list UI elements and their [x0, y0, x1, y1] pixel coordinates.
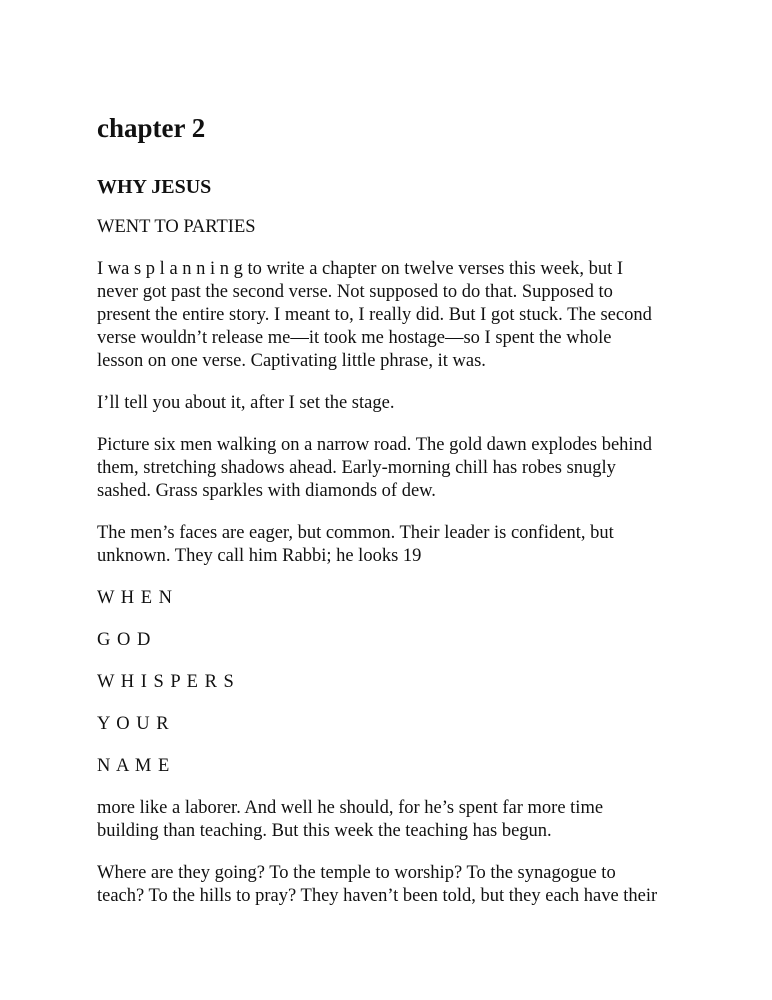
text-line: The men’s faces are eager, but common. Their leader is confident, but — [97, 523, 614, 543]
text-line: lesson on one verse. Captivating little phrase, it was. — [97, 351, 486, 371]
running-header-word: W H I S P E R S — [97, 672, 235, 692]
paragraph-5 — [97, 797, 697, 843]
text-line: verse wouldn’t release me—it took me hostage—so I spent the whole — [97, 328, 612, 348]
chapter-title: WHY JESUS — [97, 176, 212, 198]
text-line: Picture six men walking on a narrow road. The gold dawn explodes behind — [97, 435, 653, 455]
text-line: I’ll tell you about it, after I set the stage. — [97, 393, 395, 413]
paragraph-3 — [97, 434, 697, 503]
text-line: present the entire story. I meant to, I really did. But I got stuck. The second — [97, 305, 652, 325]
text-line: I wa s p l a n n i n g to write a chapter on twelve verses this week, but I — [97, 259, 624, 279]
text-line: unknown. They call him Rabbi; he looks 19 — [97, 546, 422, 566]
text-line: sashed. Grass sparkles with diamonds of dew. — [97, 481, 436, 501]
paragraph-1 — [97, 258, 697, 373]
text-line: building than teaching. But this week the teaching has begun. — [97, 821, 552, 841]
text-line: more like a laborer. And well he should, for he’s spent far more time — [97, 798, 604, 818]
document-page — [97, 108, 697, 927]
text-line: never got past the second verse. Not supposed to do that. Supposed to — [97, 282, 613, 302]
running-header-word: Y O U R — [97, 714, 170, 734]
text-line: Where are they going? To the temple to worship? To the synagogue to — [97, 863, 616, 883]
paragraph-6 — [97, 862, 697, 908]
text-line: teach? To the hills to pray? They haven’t been told, but they each have their — [97, 886, 658, 906]
running-header-word: N A M E — [97, 756, 170, 776]
running-header-word: W H E N — [97, 588, 173, 608]
paragraph-2 — [97, 392, 697, 415]
chapter-subtitle: WENT TO PARTIES — [97, 217, 256, 237]
paragraph-4 — [97, 522, 697, 568]
chapter-heading: chapter 2 — [97, 113, 206, 143]
running-header-word: G O D — [97, 630, 151, 650]
text-line: them, stretching shadows ahead. Early-morning chill has robes snugly — [97, 458, 616, 478]
